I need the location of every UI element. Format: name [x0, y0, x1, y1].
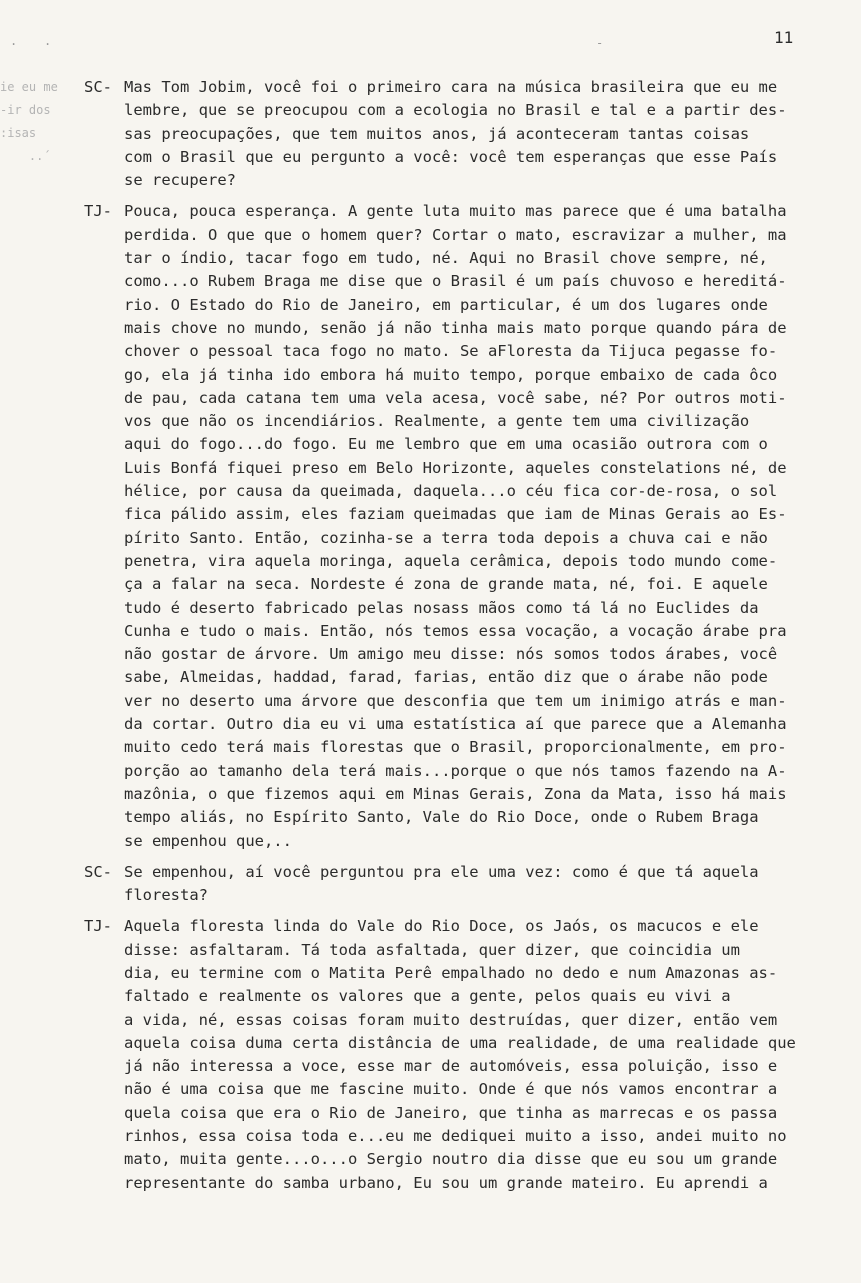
dialogue-turn [0, 915, 861, 1195]
text-line: Cunha e tudo o mais. Então, nós temos essa vocação, a vocação árabe pra [124, 621, 787, 640]
text-line: não gostar de árvore. Um amigo meu disse: nós somos todos árabes, você [124, 645, 778, 664]
text-line: aquela coisa duma certa distância de uma realidade, de uma realidade que [124, 1033, 796, 1052]
text-line: porção ao tamanho dela terá mais...porque o que nós tamos fazendo na A- [124, 761, 787, 780]
text-line: rio. O Estado do Rio de Janeiro, em particular, é um dos lugares onde [124, 295, 768, 314]
speaker-label: TJ- [84, 917, 112, 936]
dialogue-turn [0, 200, 861, 852]
text-line: já não interessa a voce, esse mar de automóveis, essa poluição, isso e [124, 1057, 778, 1076]
speaker-label: TJ- [84, 202, 112, 221]
text-line: Pouca, pouca esperança. A gente luta muito mas parece que é uma batalha [124, 202, 787, 221]
text-line: mato, muita gente...o...o Sergio noutro dia disse que eu sou um grande [124, 1150, 778, 1169]
text-line: de pau, cada catana tem uma vela acesa, você sabe, né? Por outros moti- [124, 388, 787, 407]
text-line: Aquela floresta linda do Vale do Rio Doce, os Jaós, os macucos e ele [124, 917, 759, 936]
text-line: sas preocupações, que tem muitos anos, já aconteceram tantas coisas [124, 124, 750, 143]
text-line: hélice, por causa da queimada, daquela...o céu fica cor-de-rosa, o sol [124, 482, 778, 501]
text-line: mais chove no mundo, senão já não tinha mais mato porque quando pára de [124, 318, 787, 337]
text-line: penetra, vira aquela moringa, aquela cerâmica, depois todo mundo come- [124, 551, 778, 570]
text-line: Mas Tom Jobim, você foi o primeiro cara na música brasileira que eu me [124, 78, 778, 96]
text-line: representante do samba urbano, Eu sou um grande mateiro. Eu aprendi a [124, 1173, 768, 1192]
text-line: se empenhou que,.. [124, 831, 292, 850]
text-line: tempo aliás, no Espírito Santo, Vale do Rio Doce, onde o Rubem Braga [124, 808, 759, 827]
text-line: mazônia, o que fizemos aqui em Minas Gerais, Zona da Mata, isso há mais [124, 784, 787, 803]
text-line: como...o Rubem Braga me dise que o Brasil é um país chuvoso e hereditá- [124, 272, 787, 291]
text-line: disse: asfaltaram. Tá toda asfaltada, quer dizer, que coincidia um [124, 940, 740, 959]
stray-mark: . [10, 34, 18, 48]
page-number: 11 [774, 28, 794, 47]
text-line: go, ela já tinha ido embora há muito tempo, porque embaixo de cada ôco [124, 365, 778, 384]
text-line: rinhos, essa coisa toda e...eu me dediquei muito a isso, andei muito no [124, 1127, 787, 1146]
text-line: faltado e realmente os valores que a gente, pelos quais eu vivi a [124, 987, 731, 1006]
text-line: a vida, né, essas coisas foram muito destruídas, quer dizer, então vem [124, 1010, 778, 1029]
text-line: ça a falar na seca. Nordeste é zona de grande mata, né, foi. E aquele [124, 575, 768, 594]
text-line: vos que não os incendiários. Realmente, a gente tem uma civilização [124, 412, 750, 431]
text-line: pírito Santo. Então, cozinha-se a terra toda depois a chuva cai e não [124, 528, 768, 547]
text-line: chover o pessoal taca fogo no mato. Se aFloresta da Tijuca pegasse fo- [124, 342, 778, 361]
dialogue-turn [0, 76, 861, 192]
text-line: fica pálido assim, eles faziam queimadas que iam de Minas Gerais ao Es- [124, 505, 787, 524]
text-line: muito cedo terá mais florestas que o Brasil, proporcionalmente, em pro- [124, 738, 787, 757]
text-line: tar o índio, tacar fogo em tudo, né. Aqui no Brasil chove sempre, né, [124, 249, 768, 268]
text-line: dia, eu termine com o Matita Perê empalhado no dedo e num Amazonas as- [124, 963, 778, 982]
text-line: da cortar. Outro dia eu vi uma estatística aí que parece que a Alemanha [124, 715, 787, 734]
margin-bleed-through-text: ie eu me -ir dos :isas ..´ [0, 80, 58, 163]
text-line: com o Brasil que eu pergunto a você: você tem esperanças que esse País [124, 147, 778, 166]
stray-mark: - [596, 36, 604, 50]
text-line: aqui do fogo...do fogo. Eu me lembro que em uma ocasião outrora com o [124, 435, 768, 454]
text-line: floresta? [124, 886, 208, 905]
text-line: quela coisa que era o Rio de Janeiro, que tinha as marrecas e os passa [124, 1103, 778, 1122]
speaker-label: SC- [84, 78, 112, 96]
text-line: se recupere? [124, 171, 236, 190]
text-line: lembre, que se preocupou com a ecologia no Brasil e tal e a partir des- [124, 101, 787, 120]
text-line: Luis Bonfá fiquei preso em Belo Horizonte, aqueles constelations né, de [124, 458, 787, 477]
text-line: ver no deserto uma árvore que desconfia que tem um inimigo atrás e man- [124, 691, 787, 710]
text-line: perdida. O que que o homem quer? Cortar o mato, escravizar a mulher, ma [124, 225, 787, 244]
text-line: Se empenhou, aí você perguntou pra ele uma vez: como é que tá aquela [124, 862, 759, 881]
text-line: sabe, Almeidas, haddad, farad, farias, então diz que o árabe não pode [124, 668, 768, 687]
stray-mark: . [44, 34, 52, 48]
text-line: não é uma coisa que me fascine muito. Onde é que nós vamos encontrar a [124, 1080, 778, 1099]
speaker-label: SC- [84, 862, 112, 881]
interview-transcript [0, 76, 861, 1195]
dialogue-turn [0, 861, 861, 908]
text-line: tudo é deserto fabricado pelas nosass mãos como tá lá no Euclides da [124, 598, 759, 617]
